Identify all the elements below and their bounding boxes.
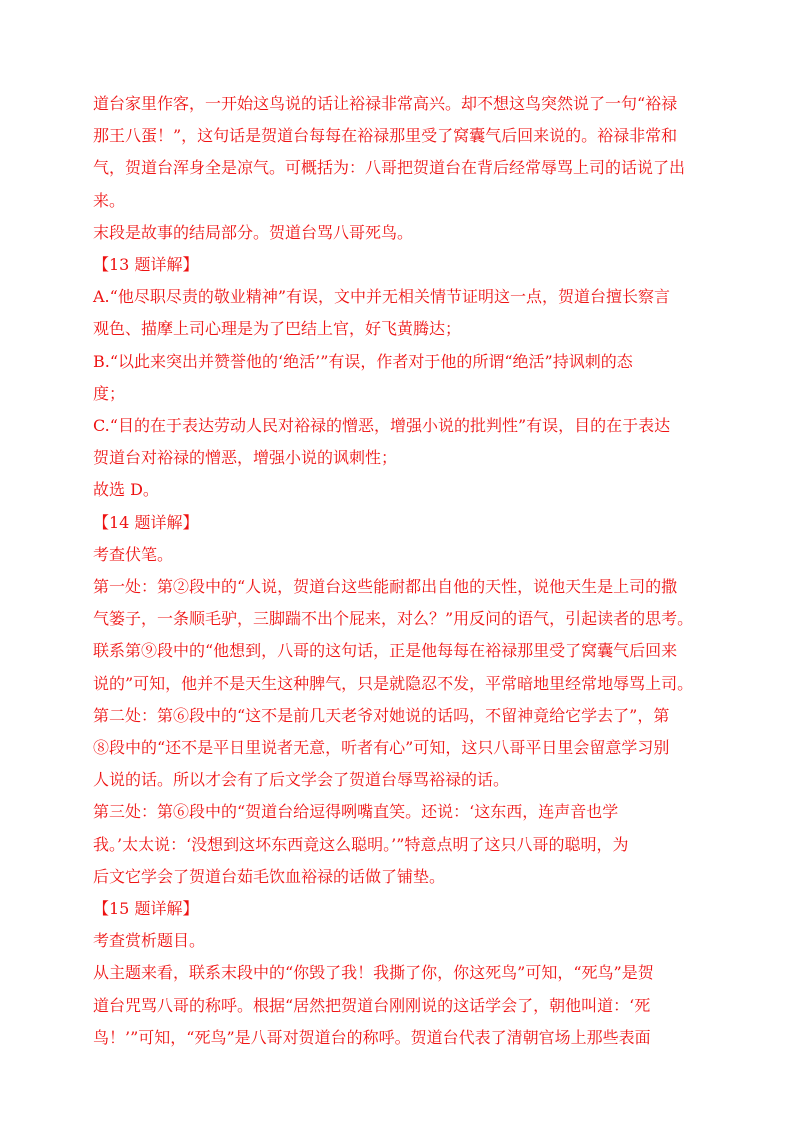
text-line: 故选 D。	[93, 480, 159, 500]
text-line: 气篓子，一条顺毛驴，三脚踹不出个屁来，对么？”用反问的语气，引起读者的思考。	[93, 609, 694, 629]
section-heading-14: 【14 题详解】	[93, 512, 199, 532]
text-line: 考查伏笔。	[93, 544, 174, 564]
text-line: 从主题来看，联系末段中的“你毁了我！我撕了你，你这死鸟”可知，“死鸟”是贺	[93, 963, 654, 983]
text-line: 贺道台对裕禄的憎恶，增强小说的讽刺性；	[93, 448, 398, 468]
text-line: B.“以此来突出并赞誉他的‘绝活’”有误，作者对于他的所谓“绝活”持讽刺的态	[93, 351, 633, 371]
text-line: 鸟！’”可知，“死鸟”是八哥对贺道台的称呼。贺道台代表了清朝官场上那些表面	[93, 1027, 651, 1047]
document-body	[93, 88, 715, 1054]
text-line: 考查赏析题目。	[93, 931, 206, 951]
text-line: 第一处：第②段中的“人说，贺道台这些能耐都出自他的天性，说他天生是上司的撒	[93, 577, 678, 597]
section-heading-13: 【13 题详解】	[93, 255, 199, 275]
text-line: 道台咒骂八哥的称呼。根据“居然把贺道台刚刚说的这话学会了，朝他叫道：‘死	[93, 995, 651, 1015]
text-line: C.“目的在于表达劳动人民对裕禄的憎恶，增强小说的批判性”有误，目的在于表达	[93, 416, 671, 436]
text-line: 来。	[93, 190, 126, 210]
text-line: 度；	[93, 383, 126, 403]
text-line: 我。’太太说：‘没想到这坏东西竟这么聪明。’”特意点明了这只八哥的聪明，为	[93, 834, 629, 854]
text-line: 末段是故事的结局部分。贺道台骂八哥死鸟。	[93, 222, 414, 242]
text-line: 第三处：第⑥段中的“贺道台给逗得咧嘴直笑。还说：‘这东西，连声音也学	[93, 802, 619, 822]
text-line: 气，贺道台浑身全是凉气。可概括为：八哥把贺道台在背后经常辱骂上司的话说了出	[93, 158, 686, 178]
text-line: 联系第⑨段中的“他想到，八哥的这句话，正是他每每在裕禄那里受了窝囊气后回来	[93, 641, 678, 661]
text-line: 后文它学会了贺道台茹毛饮血裕禄的话做了铺垫。	[93, 866, 446, 886]
text-line: 道台家里作客，一开始这鸟说的话让裕禄非常高兴。却不想这鸟突然说了一句“裕禄	[93, 94, 678, 113]
text-line: A.“他尽职尽责的敬业精神”有误，文中并无相关情节证明这一点，贺道台擅长察言	[93, 287, 671, 307]
text-line: 人说的话。所以才会有了后文学会了贺道台辱骂裕禄的话。	[93, 770, 510, 790]
text-line: 那王八蛋！”，这句话是贺道台每每在裕禄那里受了窝囊气后回来说的。裕禄非常和	[93, 126, 678, 146]
text-line: 第二处：第⑥段中的“这不是前几天老爷对她说的话吗，不留神竟给它学去了”，第	[93, 705, 670, 725]
text-line: 说的”可知，他并不是天生这种脾气，只是就隐忍不发，平常暗地里经常地辱骂上司。	[93, 673, 694, 693]
text-line: 观色、描摩上司心理是为了巴结上官，好飞黄腾达；	[93, 319, 462, 339]
text-line: ⑧段中的“还不是平日里说者无意，听者有心”可知，这只八哥平日里会留意学习别	[93, 738, 670, 758]
section-heading-15: 【15 题详解】	[93, 899, 199, 919]
